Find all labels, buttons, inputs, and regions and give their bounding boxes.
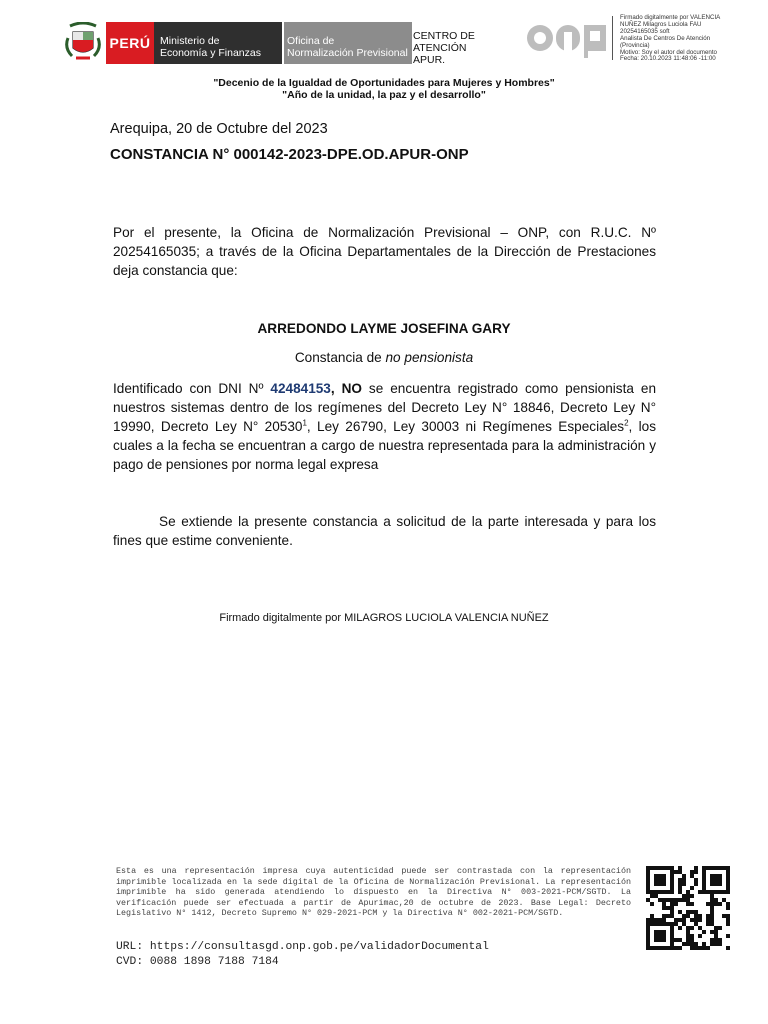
digital-signature-meta: Firmado digitalmente por VALENCIA NUÑEZ Milagros Luciola FAU 20254165035 soft Analista De Centros De Atención (Provincia) Motivo: Soy el autor del documento Fecha: 20.10.2023 11:48:06 -11:00 xyxy=(620,14,721,63)
ministry-brand xyxy=(154,22,282,64)
document-title: CONSTANCIA N° 000142-2023-DPE.OD.APUR-ONP xyxy=(110,146,469,163)
year-motto: "Año de la unidad, la paz y el desarrollo" xyxy=(282,89,486,101)
closing-paragraph: Se extiende la presente constancia a solicitud de la parte interesada y para los fines que estime conveniente. xyxy=(113,514,656,548)
footnote-2: 2 xyxy=(624,418,629,428)
body-part1: se encuentra registrado como pensionista en nuestros sistemas dentro de los regímenes del Decreto Ley N° 18846, Decreto Ley N° 19990, Decreto Ley N° 20530 xyxy=(113,381,656,434)
validation-url[interactable]: URL: https://consultasgd.onp.gob.pe/validadorDocumental xyxy=(116,941,489,953)
dni-number: 42484153 xyxy=(270,381,331,396)
no-emphasis: , NO xyxy=(330,381,362,396)
body-part3: , los cuales a la fecha se encuentran a cargo de nuestra representada para la administración y pago de pensiones por norma legal expresa xyxy=(113,419,656,472)
dni-prefix: Identificado con DNI Nº xyxy=(113,381,271,396)
onp-brand xyxy=(284,22,412,64)
constancia-prefix: Constancia de xyxy=(294,350,386,365)
constancia-subtitle xyxy=(0,350,768,365)
coat-of-arms-icon xyxy=(64,22,102,64)
legal-notice: Esta es una representación impresa cuya autenticidad puede ser contrastada con la representación imprimible localizada en la sede digital de la Oficina de Normalización Previsional. La representación imprimible ha sido generada atendiendo lo dispuesto en la Directiva N° 003-2021-PCM/SGTD. La verificación puede ser efectuada a partir de Apurimac,20 de octubre de 2023. Base Legal: Decreto Legislativo N° 1412, Decreto Supremo N° 029-2021-PCM y la Directiva N° 002-2021-PCM/SGTD. xyxy=(116,866,631,919)
office-line1: Oficina de xyxy=(287,35,335,47)
ministry-line2: Economía y Finanzas xyxy=(160,47,261,59)
decade-motto: "Decenio de la Igualdad de Oportunidades para Mujeres y Hombres" xyxy=(213,77,555,89)
body-paragraph xyxy=(113,379,656,474)
qr-code-icon[interactable] xyxy=(646,866,730,950)
body-part2: , Ley 26790, Ley 30003 ni Regímenes Especiales xyxy=(306,419,625,434)
constancia-type: no pensionista xyxy=(385,350,474,365)
footnote-1: 1 xyxy=(302,418,307,428)
ministry-line1: Ministerio de xyxy=(160,35,220,47)
person-name: ARREDONDO LAYME JOSEFINA GARY xyxy=(257,321,511,336)
peru-brand xyxy=(106,22,154,64)
signature-divider xyxy=(612,16,613,60)
cvd-code: CVD: 0088 1898 7188 7184 xyxy=(116,956,279,968)
office-line2: Normalización Previsional xyxy=(287,47,408,59)
intro-paragraph: Por el presente, la Oficina de Normalización Previsional – ONP, con R.U.C. Nº 20254165035; a través de la Oficina Departamentales de la Dirección de Prestaciones deja constancia que: xyxy=(113,225,656,278)
onp-logo-icon xyxy=(526,18,610,58)
peru-label: PERÚ xyxy=(109,35,151,51)
center-line1: CENTRO DE ATENCIÓN xyxy=(413,30,475,54)
signed-by: Firmado digitalmente por MILAGROS LUCIOLA VALENCIA NUÑEZ xyxy=(219,612,549,624)
center-line2: APUR. xyxy=(413,54,446,66)
service-center xyxy=(413,30,529,66)
place-date: Arequipa, 20 de Octubre del 2023 xyxy=(110,121,328,137)
